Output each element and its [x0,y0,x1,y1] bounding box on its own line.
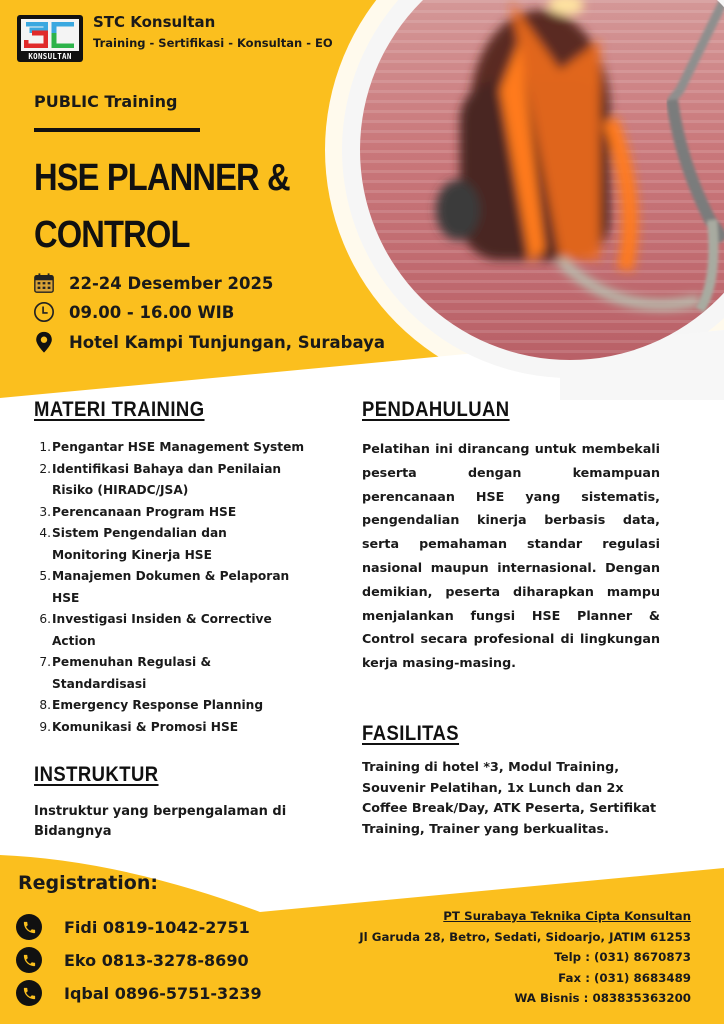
list-item: 7. Pemenuhan Regulasi & Standardisasi [39,655,212,691]
map-pin-icon [33,331,55,353]
instruktur-text: Instruktur yang berpengalaman di Bidangnya [34,804,287,839]
list-item: 6. Investigasi Insiden & Corrective Action [39,612,272,648]
list-item: 1. Pengantar HSE Management System [39,440,305,454]
phone-icon [16,914,42,940]
company-fax: Fax : (031) 8683489 [558,970,691,985]
event-time [33,301,234,323]
contact-fidi[interactable] [16,914,250,940]
logo-s-glyph [24,22,48,48]
contact-iqbal[interactable] [16,980,262,1006]
event-location-text: Hotel Kampi Tunjungan, Surabaya [69,332,385,352]
company-wa: WA Bisnis : 083835363200 [514,991,691,1005]
list-item: 5. Manajemen Dokumen & Pelaporan HSE [39,569,290,605]
fasilitas-text: Training di hotel *3, Modul Training, Souvenir Pelatihan, 1x Lunch dan 2x Coffee Break/Day, ATK Peserta, Sertifikat Training, Trainer yang berkualitas. [362,759,657,836]
list-item: 4. Sistem Pengendalian dan Monitoring Kinerja HSE [39,526,227,562]
event-time-text: 09.00 - 16.00 WIB [69,302,235,322]
logo-c-glyph [51,22,76,48]
fasilitas-title: FASILITAS [362,722,460,745]
pendahuluan-text: Pelatihan ini dirancang untuk membekali peserta dengan kemampuan perencanaan HSE yang sistematis, pengendalian kinerja berbasis data, serta pemahaman standar regulasi nasional maupun internasional. Dengan demikian, peserta diharapkan mampu menjalankan fungsi HSE Planner & Control secara profesional di lingkungan kerja masing-masing. [362,441,660,671]
brand-name: STC Konsultan [93,13,216,31]
list-item: 8. Emergency Response Planning [39,698,264,712]
materi-list [36,437,326,738]
training-category: PUBLIC Training [34,92,178,111]
list-item: 2. Identifikasi Bahaya dan Penilaian Risiko (HIRADC/JSA) [39,461,282,497]
registration-title: Registration: [18,872,158,894]
divider [34,128,200,132]
materi-title: MATERI TRAINING [34,398,205,421]
event-date-text: 22-24 Desember 2025 [69,273,274,293]
page-title [34,150,290,264]
calendar-icon [33,272,55,294]
contact-eko[interactable] [16,947,249,973]
title-line-2: CONTROL [34,214,190,256]
instruktur-title: INSTRUKTUR [34,763,159,786]
event-date [33,272,273,294]
list-item: 3. Perencanaan Program HSE [39,504,237,519]
title-line-1: HSE PLANNER & [34,157,290,199]
company-address: Jl Garuda 28, Betro, Sedati, Sidoarjo, JATIM 61253 [359,929,691,944]
company-info [359,906,691,1009]
pendahuluan-title: PENDAHULUAN [362,398,510,421]
phone-icon [16,980,42,1006]
contact-text: Eko 0813-3278-8690 [64,950,249,970]
logo-text: KONSULTAN [28,52,72,61]
brand-tagline: Training - Sertifikasi - Konsultan - EO [93,36,333,50]
stc-logo [17,15,83,62]
contact-text: Fidi 0819-1042-2751 [64,917,250,937]
company-telp: Telp : (031) 8670873 [554,950,691,964]
contact-text: Iqbal 0896-5751-3239 [64,983,262,1003]
company-name[interactable]: PT Surabaya Teknika Cipta Konsultan [443,909,691,923]
phone-icon [16,947,42,973]
list-item: 9. Komunikasi & Promosi HSE [39,719,239,734]
clock-icon [33,301,55,323]
event-location [33,331,385,353]
